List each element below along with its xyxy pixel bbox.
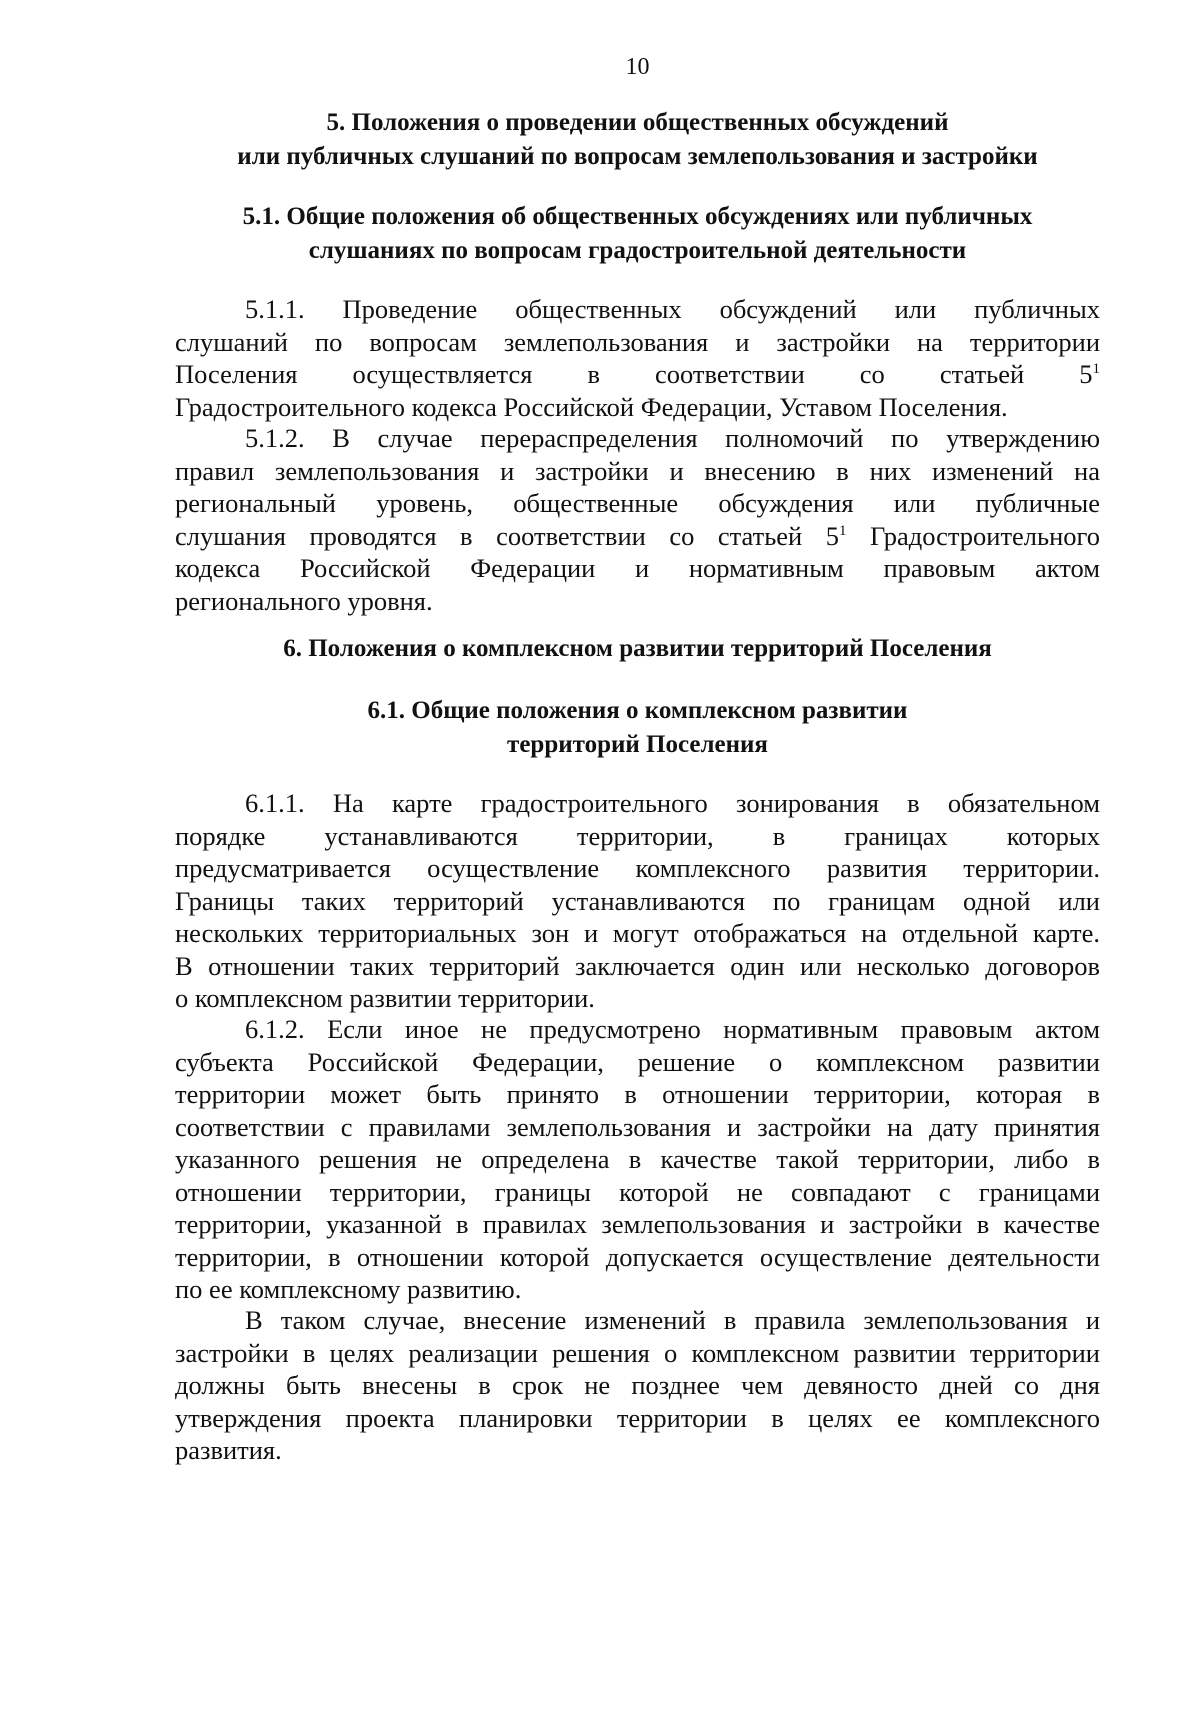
heading-line: или публичных слушаний по вопросам землепользования и застройки [237,143,1038,170]
text-line: слушаний по вопросам землепользования и застройки на территории [175,326,1100,357]
paragraph-6-1-1 [175,787,1100,1015]
text-line: утверждения проекта планировки территории в целях ее комплексного [175,1402,1100,1433]
section-5-heading [175,106,1100,174]
text-line: В таком случае, внесение изменений в правила землепользования и [245,1305,1100,1335]
text-line: 6.1.1. На карте градостроительного зонирования в обязательном [245,788,1100,818]
text-fragment: Градостроительного [846,520,1100,551]
superscript: 1 [1092,361,1100,378]
text-line: Границы таких территорий устанавливаются по границам одной или [175,885,1100,916]
section-5-1-heading [175,200,1100,268]
heading-line: 5.1. Общие положения об общественных обсуждениях или публичных [242,203,1033,230]
text-line: Градостроительного кодекса Российской Федерации, Уставом Поселения. [175,391,1008,422]
superscript: 1 [839,522,847,539]
text-line: нескольких территориальных зон и могут отображаться на отдельной карте. [175,918,1100,948]
text-line: правил землепользования и застройки и внесению в них изменений на [175,455,1100,486]
text-line: по ее комплексному развитию. [175,1274,522,1304]
text-line: о комплексном развитии территории. [175,983,595,1013]
page-number: 10 [625,54,650,80]
text-line: регионального уровня. [175,585,433,616]
paragraph-5-1-1 [175,293,1100,423]
text-line: 5.1.1. Проведение общественных обсуждений или публичных [245,294,1100,324]
text-line: указанного решения не определена в качестве такой территории, либо в [175,1144,1100,1174]
paragraph-6-1-2-continued [175,1304,1100,1467]
heading-line: территорий Поселения [507,731,768,758]
text-line: региональный уровень, общественные обсуждения или публичные [175,488,1100,518]
text-line: территории, в отношении которой допускается осуществление деятельности [175,1241,1100,1272]
text-line: 6.1.2. Если иное не предусмотрено нормативным правовым актом [245,1014,1100,1044]
text-fragment: Поселения осуществляется в соответствии со статьей 5 [175,359,1093,389]
text-line: В отношении таких территорий заключается один или несколько договоров [175,950,1100,981]
text-line: предусматривается осуществление комплексного развития территории. [175,853,1100,883]
text-line [175,520,1100,553]
heading-line: 6.1. Общие положения о комплексном развитии [367,697,908,724]
paragraph-6-1-2 [175,1013,1100,1306]
text-line: субъекта Российской Федерации, решение о комплексном развитии [175,1046,1100,1077]
text-fragment: слушания проводятся в соответствии со статьей 5 [175,520,840,551]
text-line: территории, указанной в правилах землепользования и застройки в качестве [175,1209,1100,1239]
section-6-1-heading [175,694,1100,762]
paragraph-5-1-2 [175,422,1100,617]
heading-line: слушаниях по вопросам градостроительной деятельности [308,237,967,264]
text-line: должны быть внесены в срок не позднее чем девяносто дней со дня [175,1370,1100,1400]
text-line [175,358,1100,391]
text-line: кодекса Российской Федерации и нормативным правовым актом [175,553,1100,583]
text-line: развития. [175,1435,282,1465]
heading-line: 5. Положения о проведении общественных обсуждений [326,109,949,136]
heading-line: 6. Положения о комплексном развитии территорий Поселения [283,635,992,662]
text-line: соответствии с правилами землепользования и застройки на дату принятия [175,1111,1100,1142]
text-line: застройки в целях реализации решения о комплексном развитии территории [175,1337,1100,1368]
section-6-heading [175,632,1100,666]
text-line: территории может быть принято в отношении территории, которая в [175,1079,1100,1109]
text-line: порядке устанавливаются территории, в границах которых [175,820,1100,851]
text-line: 5.1.2. В случае перераспределения полномочий по утверждению [245,423,1100,453]
text-line: отношении территории, границы которой не совпадают с границами [175,1176,1100,1207]
